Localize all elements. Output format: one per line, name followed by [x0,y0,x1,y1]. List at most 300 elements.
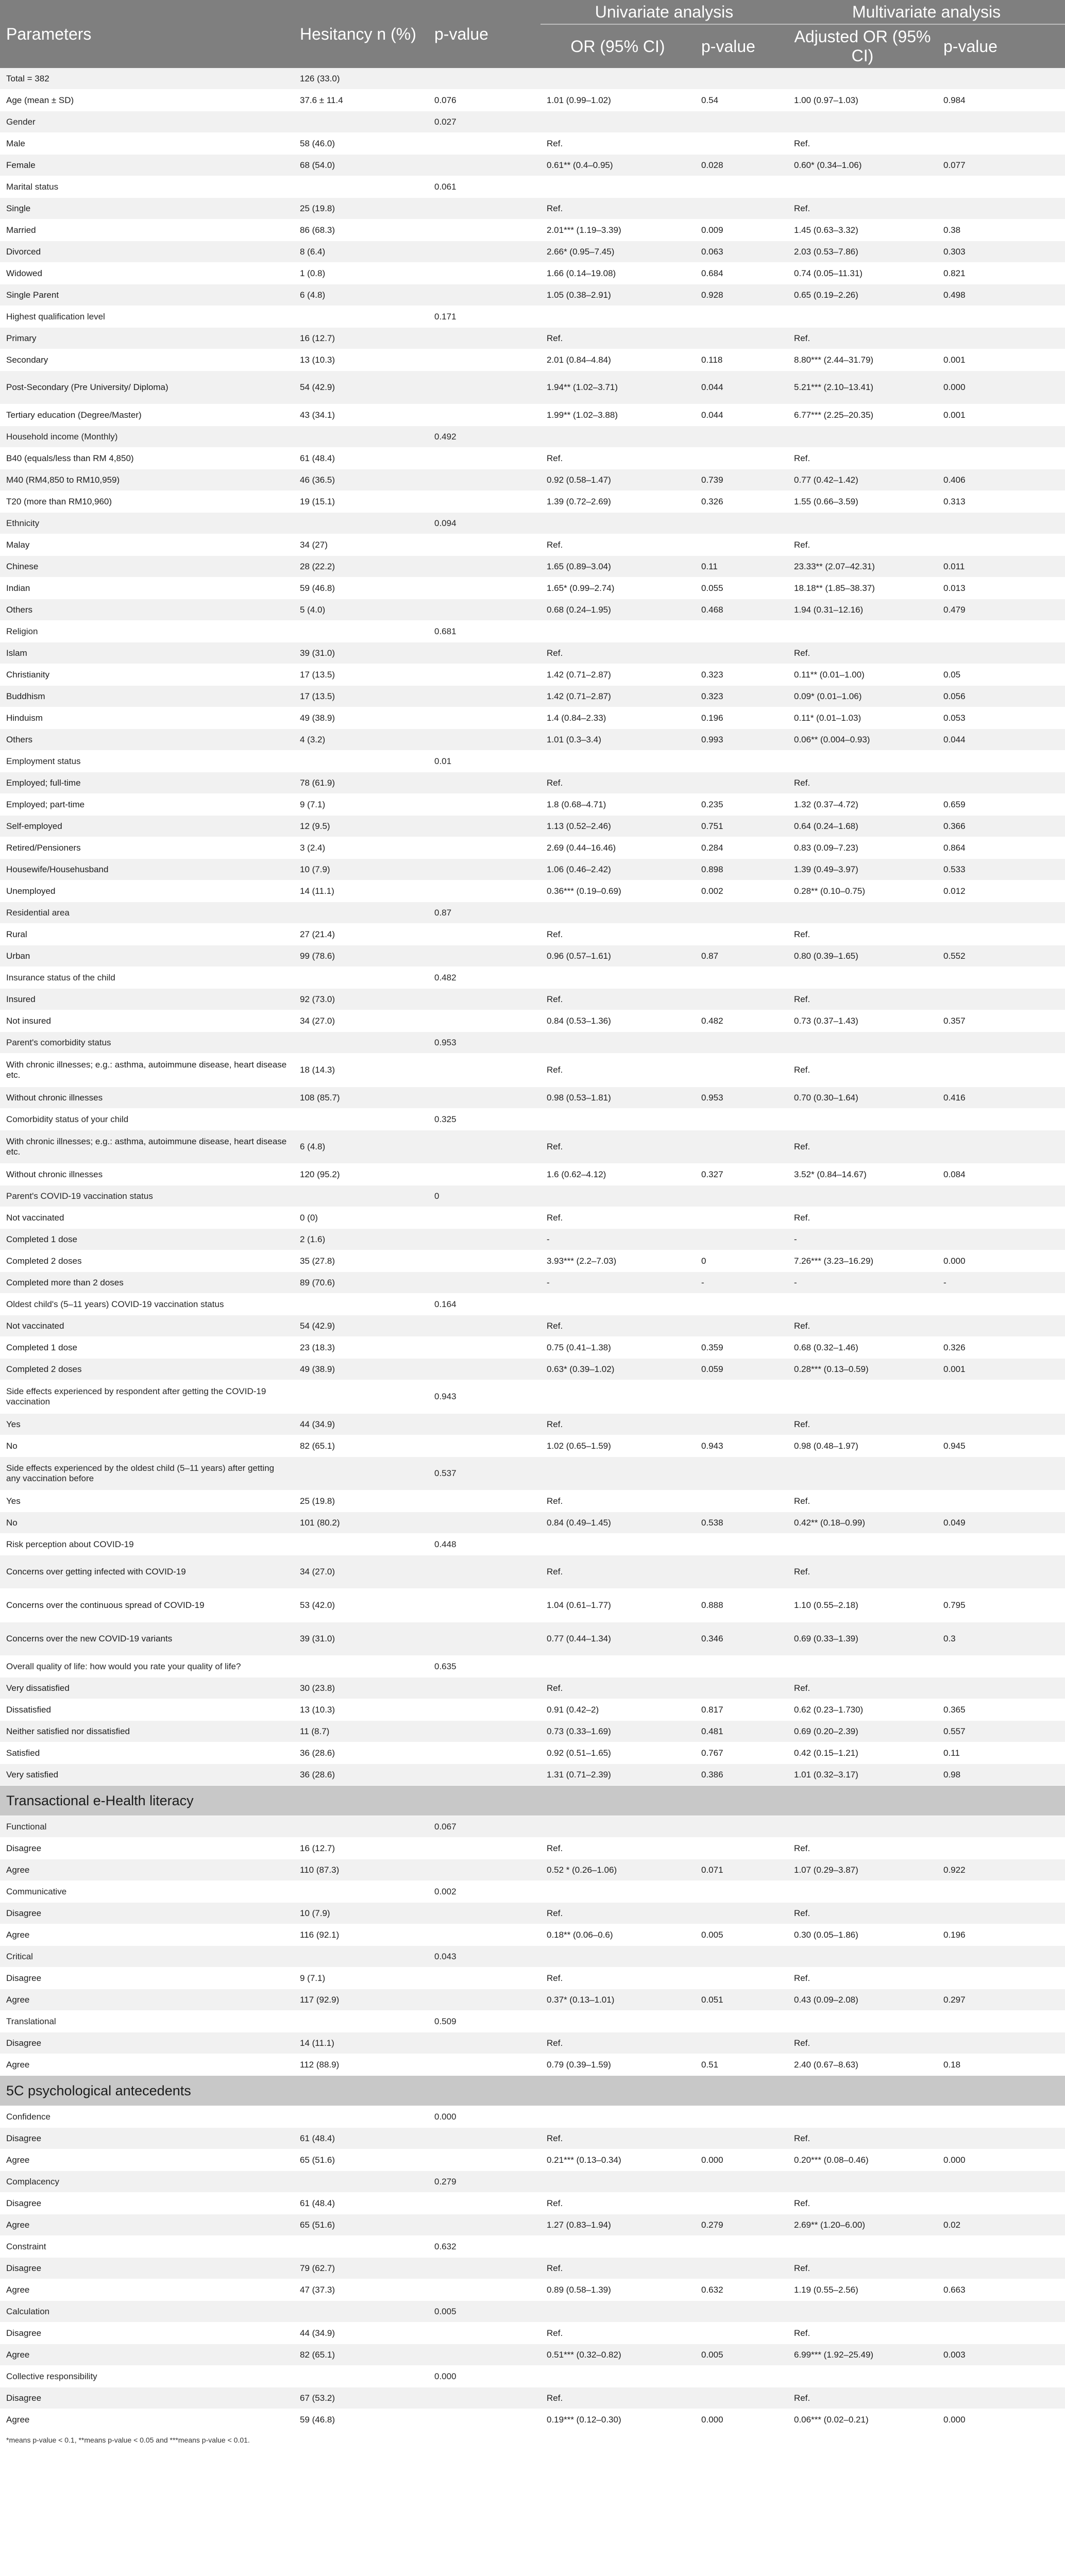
hesitancy-cell: 9 (7.1) [294,794,428,816]
parameter-cell: Yes [0,1490,294,1512]
univariate-pvalue-cell: 0.751 [695,816,788,837]
pvalue-cell [428,448,540,469]
parameter-cell: Religion [0,621,294,642]
category-row [0,513,1065,534]
table-row [0,1903,1065,1924]
multivariate-pvalue-cell [937,2193,1065,2214]
multivariate-pvalue-cell: 0.001 [937,349,1065,371]
pvalue-cell [428,404,540,426]
multivariate-pvalue-cell [937,1881,1065,1903]
table-row [0,1130,1065,1164]
adjusted-or-ci-cell: 0.68 (0.32–1.46) [788,1337,937,1359]
category-row [0,1380,1065,1414]
pvalue-cell: 0.509 [428,2011,540,2032]
parameter-cell: Widowed [0,263,294,284]
multivariate-pvalue-cell: 0.11 [937,1742,1065,1764]
pvalue-cell: 0.164 [428,1294,540,1315]
hesitancy-cell: 10 (7.9) [294,1903,428,1924]
hesitancy-cell: 27 (21.4) [294,924,428,945]
pvalue-cell [428,469,540,491]
univariate-pvalue-cell: 0.468 [695,599,788,621]
adjusted-or-ci-cell: 0.30 (0.05–1.86) [788,1924,937,1946]
adjusted-or-ci-cell [788,1656,937,1677]
adjusted-or-ci-cell: 0.11* (0.01–1.03) [788,707,937,729]
adjusted-or-ci-cell [788,306,937,328]
adjusted-or-ci-cell [788,751,937,772]
univariate-pvalue-cell [695,1414,788,1435]
hesitancy-cell: 30 (23.8) [294,1677,428,1699]
adjusted-or-ci-cell [788,1881,937,1903]
univariate-pvalue-cell: 0.11 [695,556,788,578]
header-multivariate-pvalue: p-value [937,24,1065,68]
or-ci-cell: Ref. [540,2193,695,2214]
table-row [0,837,1065,859]
table-row [0,328,1065,349]
adjusted-or-ci-cell [788,68,937,90]
multivariate-pvalue-cell: 0.984 [937,90,1065,111]
adjusted-or-ci-cell: Ref. [788,2032,937,2054]
multivariate-pvalue-cell: 0.795 [937,1589,1065,1622]
hesitancy-cell [294,1185,428,1207]
parameter-cell: Tertiary education (Degree/Master) [0,404,294,426]
or-ci-cell: 1.06 (0.46–2.42) [540,859,695,880]
table-row [0,2193,1065,2214]
hesitancy-cell: 12 (9.5) [294,816,428,837]
pvalue-cell [428,2323,540,2344]
pvalue-cell [428,1859,540,1881]
adjusted-or-ci-cell: Ref. [788,1677,937,1699]
parameter-cell: Constraint [0,2236,294,2258]
hesitancy-cell: 13 (10.3) [294,1699,428,1721]
multivariate-pvalue-cell: 0.659 [937,794,1065,816]
adjusted-or-ci-cell: 1.19 (0.55–2.56) [788,2279,937,2301]
or-ci-cell [540,967,695,989]
parameter-cell: Rural [0,924,294,945]
table-row [0,1490,1065,1512]
hesitancy-cell: 44 (34.9) [294,1414,428,1435]
multivariate-pvalue-cell: 0.084 [937,1164,1065,1185]
or-ci-cell: 2.69 (0.44–16.46) [540,837,695,859]
multivariate-pvalue-cell: 0.056 [937,686,1065,707]
category-row [0,1816,1065,1838]
or-ci-cell: 1.65 (0.89–3.04) [540,556,695,578]
hesitancy-cell [294,1457,428,1490]
table-row [0,2258,1065,2279]
multivariate-pvalue-cell [937,1490,1065,1512]
header-hesitancy: Hesitancy n (%) [294,0,428,68]
or-ci-cell: - [540,1229,695,1250]
univariate-pvalue-cell: 0.54 [695,90,788,111]
or-ci-cell [540,2106,695,2128]
hesitancy-cell: 59 (46.8) [294,578,428,599]
adjusted-or-ci-cell: Ref. [788,642,937,664]
category-row [0,621,1065,642]
or-ci-cell: 1.42 (0.71–2.87) [540,686,695,707]
pvalue-cell: 0 [428,1185,540,1207]
hesitancy-cell: 2 (1.6) [294,1229,428,1250]
parameter-cell: Unemployed [0,880,294,902]
category-row [0,1946,1065,1968]
univariate-pvalue-cell [695,1968,788,1989]
parameter-cell: No [0,1435,294,1457]
parameter-cell: Housewife/Househusband [0,859,294,880]
multivariate-pvalue-cell: 0.053 [937,707,1065,729]
univariate-pvalue-cell [695,2387,788,2409]
or-ci-cell: 0.75 (0.41–1.38) [540,1337,695,1359]
parameter-cell: Parent's comorbidity status [0,1032,294,1054]
univariate-pvalue-cell [695,772,788,794]
table-row [0,1272,1065,1294]
table-row [0,133,1065,155]
hesitancy-cell [294,176,428,198]
pvalue-cell [428,924,540,945]
univariate-pvalue-cell: 0.953 [695,1087,788,1109]
adjusted-or-ci-cell: Ref. [788,1054,937,1087]
multivariate-pvalue-cell: 0.000 [937,2149,1065,2171]
multivariate-pvalue-cell [937,621,1065,642]
or-ci-cell: 3.93*** (2.2–7.03) [540,1250,695,1272]
pvalue-cell [428,1924,540,1946]
parameter-cell: Concerns over the continuous spread of COVID-19 [0,1589,294,1622]
hesitancy-cell: 6 (4.8) [294,284,428,306]
parameter-cell: Residential area [0,902,294,924]
or-ci-cell: - [540,1272,695,1294]
hesitancy-cell: 79 (62.7) [294,2258,428,2279]
univariate-pvalue-cell [695,2032,788,2054]
pvalue-cell [428,1359,540,1380]
parameter-cell: Male [0,133,294,155]
multivariate-pvalue-cell: 0.001 [937,1359,1065,1380]
parameter-cell: Buddhism [0,686,294,707]
univariate-pvalue-cell: 0.055 [695,578,788,599]
univariate-pvalue-cell: 0.817 [695,1699,788,1721]
parameter-cell: Calculation [0,2301,294,2323]
parameter-cell: Ethnicity [0,513,294,534]
multivariate-pvalue-cell [937,902,1065,924]
category-row [0,1881,1065,1903]
hesitancy-cell: 17 (13.5) [294,686,428,707]
multivariate-pvalue-cell [937,1838,1065,1859]
adjusted-or-ci-cell: Ref. [788,133,937,155]
univariate-pvalue-cell: 0.000 [695,2409,788,2431]
parameter-cell: Employed; full-time [0,772,294,794]
univariate-pvalue-cell [695,111,788,133]
hesitancy-cell: 65 (51.6) [294,2149,428,2171]
multivariate-pvalue-cell [937,1185,1065,1207]
parameter-cell: Disagree [0,2323,294,2344]
univariate-pvalue-cell [695,2301,788,2323]
univariate-pvalue-cell [695,2236,788,2258]
univariate-pvalue-cell [695,1054,788,1087]
hesitancy-cell: 17 (13.5) [294,664,428,686]
table-row [0,1054,1065,1087]
univariate-pvalue-cell [695,1838,788,1859]
header-parameters: Parameters [0,0,294,68]
adjusted-or-ci-cell [788,2106,937,2128]
hesitancy-cell: 68 (54.0) [294,155,428,176]
pvalue-cell [428,2193,540,2214]
adjusted-or-ci-cell: 0.80 (0.39–1.65) [788,945,937,967]
univariate-pvalue-cell: 0.044 [695,371,788,404]
or-ci-cell: Ref. [540,2258,695,2279]
category-row [0,751,1065,772]
table-row [0,1699,1065,1721]
parameter-cell: Household income (Monthly) [0,426,294,448]
adjusted-or-ci-cell: 0.74 (0.05–11.31) [788,263,937,284]
univariate-pvalue-cell: 0.327 [695,1164,788,1185]
parameter-cell: Communicative [0,1881,294,1903]
adjusted-or-ci-cell: - [788,1272,937,1294]
pvalue-cell [428,263,540,284]
pvalue-cell: 0.635 [428,1656,540,1677]
univariate-pvalue-cell [695,1130,788,1164]
table-row [0,2149,1065,2171]
or-ci-cell [540,2236,695,2258]
pvalue-cell [428,1838,540,1859]
or-ci-cell: 0.91 (0.42–2) [540,1699,695,1721]
table-row [0,469,1065,491]
table-row [0,1414,1065,1435]
table-row [0,578,1065,599]
or-ci-cell: 1.04 (0.61–1.77) [540,1589,695,1622]
pvalue-cell: 0.943 [428,1380,540,1414]
adjusted-or-ci-cell: 0.70 (0.30–1.64) [788,1087,937,1109]
univariate-pvalue-cell [695,924,788,945]
parameter-cell: With chronic illnesses; e.g.: asthma, autoimmune disease, heart disease etc. [0,1130,294,1164]
or-ci-cell: Ref. [540,1315,695,1337]
table-row [0,1010,1065,1032]
univariate-pvalue-cell [695,967,788,989]
univariate-pvalue-cell [695,426,788,448]
parameter-cell: Completed 2 doses [0,1250,294,1272]
parameter-cell: Side effects experienced by respondent after getting the COVID-19 vaccination [0,1380,294,1414]
multivariate-pvalue-cell: 0.557 [937,1721,1065,1742]
multivariate-pvalue-cell [937,2301,1065,2323]
univariate-pvalue-cell: 0.005 [695,2344,788,2366]
or-ci-cell [540,2366,695,2387]
or-ci-cell [540,1294,695,1315]
adjusted-or-ci-cell: 0.65 (0.19–2.26) [788,284,937,306]
univariate-pvalue-cell: 0.323 [695,664,788,686]
pvalue-cell: 0.094 [428,513,540,534]
multivariate-pvalue-cell [937,111,1065,133]
parameter-cell: With chronic illnesses; e.g.: asthma, autoimmune disease, heart disease etc. [0,1054,294,1087]
pvalue-cell [428,534,540,556]
univariate-pvalue-cell: 0.284 [695,837,788,859]
or-ci-cell: Ref. [540,1130,695,1164]
or-ci-cell [540,751,695,772]
adjusted-or-ci-cell: 1.10 (0.55–2.18) [788,1589,937,1622]
or-ci-cell: 2.01 (0.84–4.84) [540,349,695,371]
hesitancy-cell [294,1032,428,1054]
table-row [0,1337,1065,1359]
multivariate-pvalue-cell [937,1656,1065,1677]
hesitancy-cell: 82 (65.1) [294,1435,428,1457]
parameter-cell: Employment status [0,751,294,772]
multivariate-pvalue-cell [937,2128,1065,2149]
adjusted-or-ci-cell [788,1816,937,1838]
hesitancy-cell [294,1881,428,1903]
table-row [0,198,1065,219]
or-ci-cell [540,68,695,90]
univariate-pvalue-cell: 0.386 [695,1764,788,1786]
adjusted-or-ci-cell [788,1185,937,1207]
hesitancy-cell: 28 (22.2) [294,556,428,578]
table-row [0,1555,1065,1589]
pvalue-cell [428,707,540,729]
univariate-pvalue-cell: 0 [695,1250,788,1272]
hesitancy-cell: 4 (3.2) [294,729,428,751]
parameter-cell: Total = 382 [0,68,294,90]
category-row [0,2301,1065,2323]
adjusted-or-ci-cell: Ref. [788,1555,937,1589]
or-ci-cell: 1.13 (0.52–2.46) [540,816,695,837]
parameter-cell: Disagree [0,2193,294,2214]
adjusted-or-ci-cell: 0.06** (0.004–0.93) [788,729,937,751]
adjusted-or-ci-cell: Ref. [788,1207,937,1229]
univariate-pvalue-cell: 0.009 [695,219,788,241]
or-ci-cell: 0.19*** (0.12–0.30) [540,2409,695,2431]
category-row [0,1534,1065,1555]
hesitancy-cell: 39 (31.0) [294,1622,428,1656]
category-row [0,1032,1065,1054]
univariate-pvalue-cell [695,198,788,219]
or-ci-cell: 1.05 (0.38–2.91) [540,284,695,306]
adjusted-or-ci-cell: 5.21*** (2.10–13.41) [788,371,937,404]
adjusted-or-ci-cell [788,1457,937,1490]
or-ci-cell: 0.96 (0.57–1.61) [540,945,695,967]
parameter-cell: Indian [0,578,294,599]
univariate-pvalue-cell [695,1457,788,1490]
univariate-pvalue-cell: 0.684 [695,263,788,284]
hesitancy-cell: 11 (8.7) [294,1721,428,1742]
table-row [0,2214,1065,2236]
univariate-pvalue-cell [695,1677,788,1699]
table-row [0,491,1065,513]
hesitancy-cell: 25 (19.8) [294,198,428,219]
multivariate-pvalue-cell: 0.406 [937,469,1065,491]
table-header [0,0,1065,68]
category-row [0,902,1065,924]
hesitancy-cell [294,1656,428,1677]
parameter-cell: Others [0,599,294,621]
adjusted-or-ci-cell: 0.69 (0.33–1.39) [788,1622,937,1656]
hesitancy-cell: 35 (27.8) [294,1250,428,1272]
hesitancy-cell: 18 (14.3) [294,1054,428,1087]
parameter-cell: Divorced [0,241,294,263]
or-ci-cell: Ref. [540,2032,695,2054]
pvalue-cell: 0.448 [428,1534,540,1555]
or-ci-cell: 1.39 (0.72–2.69) [540,491,695,513]
or-ci-cell [540,426,695,448]
univariate-pvalue-cell: 0.538 [695,1512,788,1534]
multivariate-pvalue-cell [937,2032,1065,2054]
multivariate-pvalue-cell: 0.864 [937,837,1065,859]
or-ci-cell [540,1881,695,1903]
parameter-cell: Completed 1 dose [0,1229,294,1250]
pvalue-cell [428,2409,540,2431]
multivariate-pvalue-cell [937,328,1065,349]
pvalue-cell: 0.061 [428,176,540,198]
hesitancy-cell: 37.6 ± 11.4 [294,90,428,111]
pvalue-cell: 0.027 [428,111,540,133]
table-row [0,1968,1065,1989]
multivariate-pvalue-cell [937,1414,1065,1435]
parameter-cell: Parent's COVID-19 vaccination status [0,1185,294,1207]
hesitancy-cell [294,621,428,642]
hesitancy-cell: 67 (53.2) [294,2387,428,2409]
or-ci-cell: 1.65* (0.99–2.74) [540,578,695,599]
parameter-cell: M40 (RM4,850 to RM10,959) [0,469,294,491]
multivariate-pvalue-cell: 0.303 [937,241,1065,263]
category-row [0,111,1065,133]
hesitancy-cell: 0 (0) [294,1207,428,1229]
adjusted-or-ci-cell: Ref. [788,198,937,219]
table-row [0,729,1065,751]
or-ci-cell: 0.68 (0.24–1.95) [540,599,695,621]
univariate-pvalue-cell: 0.071 [695,1859,788,1881]
multivariate-pvalue-cell [937,133,1065,155]
parameter-cell: Neither satisfied nor dissatisfied [0,1721,294,1742]
or-ci-cell: Ref. [540,1903,695,1924]
table-row [0,1764,1065,1786]
multivariate-pvalue-cell [937,1130,1065,1164]
table-row [0,1087,1065,1109]
hesitancy-cell: 58 (46.0) [294,133,428,155]
hesitancy-cell [294,2106,428,2128]
adjusted-or-ci-cell: 3.52* (0.84–14.67) [788,1164,937,1185]
parameter-cell: Agree [0,2344,294,2366]
or-ci-cell: 0.92 (0.51–1.65) [540,1742,695,1764]
pvalue-cell [428,989,540,1010]
adjusted-or-ci-cell: 1.45 (0.63–3.32) [788,219,937,241]
univariate-pvalue-cell: 0.767 [695,1742,788,1764]
or-ci-cell: 0.73 (0.33–1.69) [540,1721,695,1742]
hesitancy-cell: 36 (28.6) [294,1742,428,1764]
table-row [0,1989,1065,2011]
table-row [0,2054,1065,2076]
multivariate-pvalue-cell: 0.416 [937,1087,1065,1109]
pvalue-cell [428,2258,540,2279]
univariate-pvalue-cell [695,328,788,349]
adjusted-or-ci-cell: 2.03 (0.53–7.86) [788,241,937,263]
section-title: 5C psychological antecedents [0,2076,1065,2106]
pvalue-cell [428,1087,540,1109]
parameter-cell: Collective responsibility [0,2366,294,2387]
univariate-pvalue-cell [695,448,788,469]
pvalue-cell [428,328,540,349]
univariate-pvalue-cell [695,2171,788,2193]
parameter-cell: Primary [0,328,294,349]
adjusted-or-ci-cell: 0.42** (0.18–0.99) [788,1512,937,1534]
or-ci-cell: Ref. [540,642,695,664]
adjusted-or-ci-cell: Ref. [788,1315,937,1337]
parameter-cell: Self-employed [0,816,294,837]
parameter-cell: Risk perception about COVID-19 [0,1534,294,1555]
adjusted-or-ci-cell [788,2301,937,2323]
or-ci-cell [540,1816,695,1838]
table-row [0,284,1065,306]
pvalue-cell: 0.87 [428,902,540,924]
multivariate-pvalue-cell: 0.313 [937,491,1065,513]
pvalue-cell [428,68,540,90]
parameter-cell: Side effects experienced by the oldest child (5–11 years) after getting any vaccination before [0,1457,294,1490]
multivariate-pvalue-cell: 0.663 [937,2279,1065,2301]
hesitancy-cell [294,2301,428,2323]
multivariate-pvalue-cell: 0.196 [937,1924,1065,1946]
hesitancy-cell: 61 (48.4) [294,2193,428,2214]
parameter-cell: Very dissatisfied [0,1677,294,1699]
